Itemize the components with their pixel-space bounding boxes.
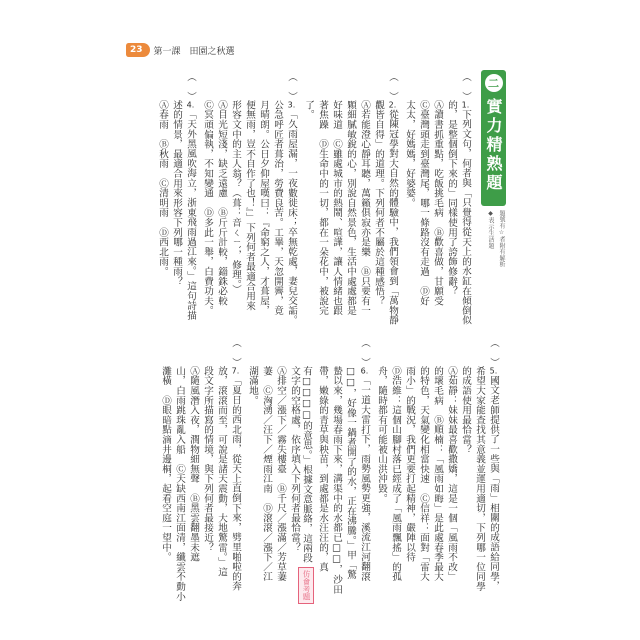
column-text: [358, 338, 370, 581]
column-text: [375, 366, 387, 503]
exam-style-stamp: 仿會考題: [298, 567, 314, 604]
column-text: [445, 100, 457, 296]
question-text: 蟄以來，幾場春雨下來，溝渠中的水都已□□，沙田: [331, 366, 342, 595]
column-text: [372, 100, 384, 306]
question-column: [200, 338, 214, 606]
question-column: [284, 72, 298, 330]
question-text: 希望大家能查找其意義並運用適切，下列哪一位同學: [474, 366, 485, 592]
column-text: [215, 100, 227, 306]
question-column: [301, 338, 315, 606]
column-text: [257, 100, 269, 316]
column-text: [246, 366, 258, 405]
question-column: [329, 338, 343, 606]
question-column: [486, 338, 500, 606]
question-5: [374, 338, 500, 606]
column-text: [156, 100, 168, 276]
question-text: Ⓒ冥頑偏執，不知變通 Ⓓ多此一舉，白費功夫。: [202, 100, 213, 316]
question-3: [200, 72, 298, 330]
question-text: 雨小」的戰況，我們更要打起精神，嚴陣以待: [404, 366, 415, 562]
lower-question-block: [155, 338, 500, 606]
question-text: Ⓐ春雨 Ⓑ秋雨 Ⓒ清明雨 Ⓓ西北雨。: [157, 100, 168, 277]
question-text: □□，好像一鍋煮開了的水，正在沸騰。」甲「驚: [345, 366, 356, 580]
question-column: [200, 72, 214, 330]
answer-blank: （ ）: [286, 72, 297, 102]
question-text: 有□□□□的意思。」根據文意脈絡，這兩段: [301, 366, 312, 563]
question-column: [169, 72, 183, 330]
answer-blank: （ ）: [488, 338, 499, 368]
question-2: [301, 72, 399, 330]
answer-blank: （ ）: [230, 338, 241, 368]
column-text: [159, 366, 171, 562]
question-column: [402, 338, 416, 606]
question-column: [416, 72, 430, 330]
question-column: [472, 338, 486, 606]
column-text: [389, 366, 401, 582]
question-column: [214, 72, 228, 330]
question-column: [214, 338, 228, 606]
question-text: Ⓓ浩維：這個山腳村落已經成了「風雨飄搖」的孤: [390, 366, 401, 582]
question-text: Ⓐ排空／漲下／霧失樓臺 Ⓑ千尺／漲滿／芳草萋: [275, 366, 286, 582]
column-text: [274, 366, 286, 582]
question-column: [402, 72, 416, 330]
question-text: 公急呼匠者葺治，勞費良苦。工畢，天忽開霽，竟: [272, 100, 283, 316]
question-text: Ⓐ若能澄心靜耳聽，萬籟俱寂亦是樂 Ⓑ只要有一: [359, 100, 370, 316]
column-text: [285, 72, 297, 325]
column-text: [260, 366, 272, 582]
question-text: 萋 Ⓒ洶湧／汪下／煙雨江南 Ⓓ滾滾／漲下／江: [261, 366, 272, 582]
question-text: 形容文中的主人翁？（葺：音ㄑㄧˋ，修理。）: [230, 100, 241, 295]
page-header: [126, 42, 235, 58]
question-column: [228, 338, 242, 606]
column-text: [330, 100, 342, 316]
question-text: 「天外黑風吹海立，浙東飛雨過江來。」這句詩描: [185, 109, 196, 321]
column-text: [431, 366, 443, 582]
question-text: 從陳冠學對大自然的體驗中，我們領會到「萬物靜: [387, 109, 398, 326]
question-column: [444, 338, 458, 606]
question-column: [385, 72, 399, 330]
answer-blank: （ ）: [387, 72, 398, 102]
page-number-badge: 23: [126, 43, 150, 57]
question-4: [155, 72, 197, 330]
column-text: [487, 338, 499, 591]
question-column: [343, 72, 357, 330]
question-text: 放，滾滾而至，可說是諸天震動，大地驚雷。」這: [216, 366, 227, 577]
question-text: Ⓒ臺灣頭走到臺灣尾，哪一條路沒有走過 Ⓓ好: [418, 100, 429, 306]
question-column: [183, 72, 197, 330]
question-number: 3.: [287, 101, 296, 110]
question-column: [242, 72, 256, 330]
column-text: [403, 366, 415, 562]
question-text: 好味道 Ⓒ雖處城市的熱鬧、喧譁，讓人情緒也跟: [331, 100, 342, 316]
question-number: 5.: [489, 367, 498, 376]
question-column: [186, 338, 200, 606]
question-column: [357, 72, 371, 330]
question-text: 舟，隨時都有可能被山洪沖毀。: [376, 366, 387, 504]
section-number: 二: [485, 74, 503, 92]
question-column: [172, 338, 186, 606]
column-text: [431, 100, 443, 306]
question-column: [259, 338, 273, 606]
question-column: [301, 72, 315, 330]
question-text: Ⓐ目光短淺，缺乏遠慮 Ⓑ斤斤計較，錙銖必較: [216, 100, 227, 306]
column-text: [187, 366, 199, 562]
question-column: [371, 72, 385, 330]
question-text: 述的情景，最適合用來形容下列哪一種雨？: [171, 100, 182, 287]
column-text: [201, 100, 213, 316]
question-text: Ⓐ讀書抓重點，吃飯挑毛病 Ⓑ歡喜做，甘願受: [432, 100, 443, 306]
column-text: [459, 366, 471, 454]
question-column: [416, 338, 430, 606]
question-text: 顆細膩敏銳的心，別說自然景色，生活中處處都是: [345, 100, 356, 316]
question-column: [458, 338, 472, 606]
question-number: 4.: [186, 101, 195, 110]
column-text: [170, 100, 182, 286]
section-notes: [486, 210, 506, 268]
section-note: ◆表示生活題: [487, 210, 494, 249]
question-text: 湖滿地。: [247, 366, 258, 406]
column-text: [344, 100, 356, 316]
question-column: [270, 72, 284, 330]
answer-blank: （ ）: [359, 338, 370, 368]
column-text: [344, 366, 356, 580]
question-column: [315, 72, 329, 330]
column-text: [229, 338, 241, 591]
question-text: 山，白雨跳珠亂入船 Ⓒ天缺西南江面清，纖雲不動小: [174, 366, 185, 602]
question-text: 太太，好媽媽，好婆婆。: [404, 100, 415, 208]
column-text: [386, 72, 398, 325]
column-text: [201, 366, 213, 552]
section-title: 實力精熟題: [484, 98, 503, 193]
question-column: [329, 72, 343, 330]
question-7: [158, 338, 242, 606]
column-text: [173, 366, 185, 601]
column-text: [417, 100, 429, 306]
column-text: [358, 100, 370, 316]
question-text: 觀皆自得」的道理。下列何者不屬於這種感悟？: [373, 100, 384, 306]
question-text: Ⓐ茹靜：妹妹最喜歡撒嬌，這是一個「風雨不改」: [446, 366, 457, 582]
question-column: [287, 338, 301, 606]
column-text: [417, 366, 429, 582]
question-text: 段文字所描寫的情境，與下列何者最接近？: [202, 366, 213, 553]
question-column: [374, 338, 388, 606]
question-6: [245, 338, 371, 606]
question-column: [228, 72, 242, 330]
question-text: 著焦躁 Ⓓ生命中的一切，都在一朵花中，被說完: [317, 100, 328, 316]
question-column: [357, 338, 371, 606]
column-text: [316, 100, 328, 316]
question-number: 7.: [231, 367, 240, 376]
question-column: [273, 338, 287, 606]
question-column: [343, 338, 357, 606]
question-column: [444, 72, 458, 330]
answer-blank: （ ）: [185, 72, 196, 102]
question-column: [458, 72, 472, 330]
question-text: Ⓐ隨風潛入夜，潤物細無聲 Ⓑ黑雲翻墨未遮: [188, 366, 199, 562]
question-text: 帶，嫩綠的青草與秧苗，到處都是水汪汪的，真: [317, 366, 328, 572]
question-text: 「久雨屋漏，一夜數徙床；卒無乾處，妻兒交詬。: [286, 109, 297, 326]
question-column: [315, 338, 329, 606]
question-text: 的壞毛病 Ⓑ順楠：「風雨如晦」是此處春季最大: [432, 366, 443, 582]
question-1: [402, 72, 472, 330]
lesson-label: 第一課: [153, 46, 181, 57]
column-text: [184, 72, 196, 320]
question-column: [430, 338, 444, 606]
question-text: 月晴朗。公日夕仰屋嘆曰：『命窮之人，才葺屋，: [258, 100, 269, 316]
column-text: [229, 100, 241, 294]
column-text: [316, 366, 328, 572]
section-note: 題號有☆者附有解析: [498, 210, 505, 268]
question-text: 文字的空格處，依序填入下列何者最恰當？: [289, 366, 300, 553]
question-column: [256, 72, 270, 330]
question-column: [155, 72, 169, 330]
question-text: 的，是整個倒下來的」同樣使用了誇飾修辭？: [446, 100, 457, 296]
column-text: [215, 366, 227, 577]
column-text: [445, 366, 457, 582]
question-column: [245, 338, 259, 606]
column-text: [473, 366, 485, 591]
section-banner: [481, 70, 506, 206]
upper-question-block: [152, 72, 472, 330]
question-text: 「一道大雷打下，雨勢風勢更強，溪流江河翻滾: [359, 375, 370, 582]
question-text: 的成語使用最恰當？: [460, 366, 471, 455]
answer-blank: （ ）: [460, 72, 471, 102]
column-text: [459, 72, 471, 325]
question-column: [388, 338, 402, 606]
question-text: 「夏日的西北雨，從天上直倒下來，劈里啪啦的奔: [230, 375, 241, 592]
column-text: [243, 100, 255, 311]
question-text: 了。: [303, 100, 314, 120]
question-number: 2.: [388, 101, 397, 110]
column-text: [302, 100, 314, 120]
question-text: 國文老師提供了一些與「雨」相關的成語給同學，: [488, 375, 499, 592]
question-text: 下列文句，何者與「只覺得從天上的水缸在傾倒似: [460, 109, 471, 326]
column-text: [403, 100, 415, 208]
question-text: 便無雨，豈不自作了也！』」下列何者最適合用來: [244, 100, 255, 311]
column-text: [288, 366, 300, 552]
question-number: 6.: [360, 367, 369, 376]
question-number: 1.: [461, 101, 470, 110]
question-column: [430, 72, 444, 330]
column-text: [330, 366, 342, 594]
lesson-title: 田園之秋選: [189, 46, 235, 57]
question-text: 灘橫 Ⓓ眼暗點滴井邊桐，起看空庭一望中。: [160, 366, 171, 562]
question-text: 的特色，天氣變化相當快速 Ⓒ信祥：面對「雷大: [418, 366, 429, 582]
question-column: [158, 338, 172, 606]
column-text: [271, 100, 283, 316]
